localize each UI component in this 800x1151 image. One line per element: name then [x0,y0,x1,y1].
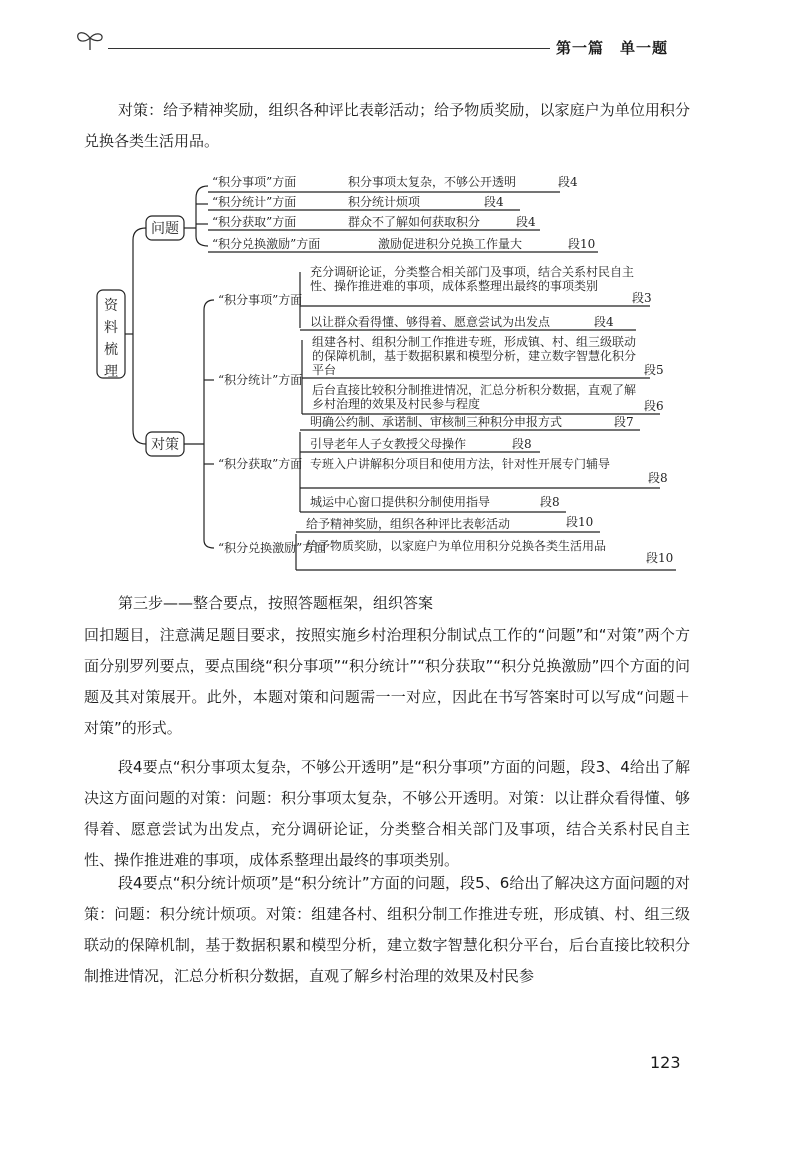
mindmap-root-char-2: 料 [104,320,118,336]
measure-topic: “积分统计”方面 [218,373,303,387]
measure-item: 专班入户讲解积分项目和使用方法，针对性开展专门辅导 [310,457,611,471]
step-three-heading: 第三步——整合要点，按照答题框架，组织答案 [118,594,434,612]
measure-item: 充分调研论证，分类整合相关部门及事项，结合关系村民自主性、操作推进难的事项，成体系整理出最终的事项类别 [310,265,635,293]
problem-para: 段10 [568,237,596,251]
problem-text: 激励促进积分兑换工作量大 [378,237,523,251]
measure-para: 段7 [614,415,634,429]
measure-item: 给予物质奖励，以家庭户为单位用积分兑换各类生活用品 [306,539,607,553]
measure-para: 段10 [566,515,594,529]
mindmap-root-char-3: 梳 [104,342,118,358]
measure-para: 段8 [512,437,532,451]
measure-para: 段10 [646,551,674,565]
problem-para: 段4 [484,195,504,209]
problem-topic: “积分兑换激励”方面 [212,237,321,251]
measure-item: 城运中心窗口提供积分制使用指导 [310,495,491,509]
problem-topic: “积分获取”方面 [212,215,297,229]
page-number: 123 [650,1053,681,1072]
measure-item: 引导老年人子女教授父母操作 [310,437,467,451]
measure-topic: “积分获取”方面 [218,457,303,471]
problem-topic: “积分统计”方面 [212,195,297,209]
measure-item: 组建各村、组积分制工作推进专班，形成镇、村、组三级联动的保障机制，基于数据积累和模型分析，建立数字智慧化积分平台 [312,335,637,377]
problem-text: 群众不了解如何获取积分 [348,215,481,229]
measure-item: 后台直接比较积分制推进情况，汇总分析积分数据，直观了解乡村治理的效果及村民参与程度 [312,383,637,411]
measure-para: 段8 [540,495,560,509]
mindmap-root-char-1: 资 [104,298,118,314]
measures-label: 对策 [151,437,179,453]
problems-label: 问题 [151,221,179,237]
body-paragraph: 回扣题目，注意满足题目要求，按照实施乡村治理积分制试点工作的“问题”和“对策”两个方面分别罗列要点，要点围绕“积分事项”“积分统计”“积分获取”“积分兑换激励”四个方面的问题及其对策展开。此外，本题对策和问题需一一对应，因此在书写答案时可以写成“问题＋对策”的形式。 [84,626,690,737]
body-paragraph: 段4要点“积分统计烦项”是“积分统计”方面的问题，段5、6给出了解决这方面问题的对策：问题：积分统计烦项。对策：组建各村、组积分制工作推进专班，形成镇、村、组三级联动的保障机制，基于数据积累和模型分析，建立数字智慧化积分平台，后台直接比较积分制推进情况，汇总分析积分数据，直观了解乡村治理的效果及村民参 [84,874,690,985]
measure-topic: “积分事项”方面 [218,293,303,307]
measure-topic: “积分兑换激励”方面 [218,541,327,555]
measure-item: 给予精神奖励，组织各种评比表彰活动 [306,517,511,531]
mindmap-root-char-4: 理 [104,364,118,380]
measure-para: 段5 [644,363,664,377]
chapter-title: 第一篇 单一题 [556,39,669,57]
problem-para: 段4 [516,215,536,229]
measure-para: 段4 [594,315,614,329]
measure-para: 段3 [632,291,652,305]
problem-topic: “积分事项”方面 [212,175,297,189]
intro-paragraph: 对策：给予精神奖励，组织各种评比表彰活动；给予物质奖励，以家庭户为单位用积分兑换各类生活用品。 [84,101,690,150]
problem-text: 积分事项太复杂，不够公开透明 [348,175,517,189]
problem-text: 积分统计烦项 [348,195,421,209]
measure-item: 以让群众看得懂、够得着、愿意尝试为出发点 [310,315,551,329]
body-paragraph: 段4要点“积分事项太复杂，不够公开透明”是“积分事项”方面的问题，段3、4给出了解决这方面问题的对策：问题：积分事项太复杂，不够公开透明。对策：以让群众看得懂、够得着、愿意尝试为出发点，充分调研论证，分类整合相关部门及事项，结合关系村民自主性、操作推进难的事项，成体系整理出最终的事项类别。 [84,758,690,869]
problem-para: 段4 [558,175,578,189]
measure-para: 段8 [648,471,668,485]
measure-item: 明确公约制、承诺制、审核制三种积分申报方式 [310,415,563,429]
measure-para: 段6 [644,399,664,413]
